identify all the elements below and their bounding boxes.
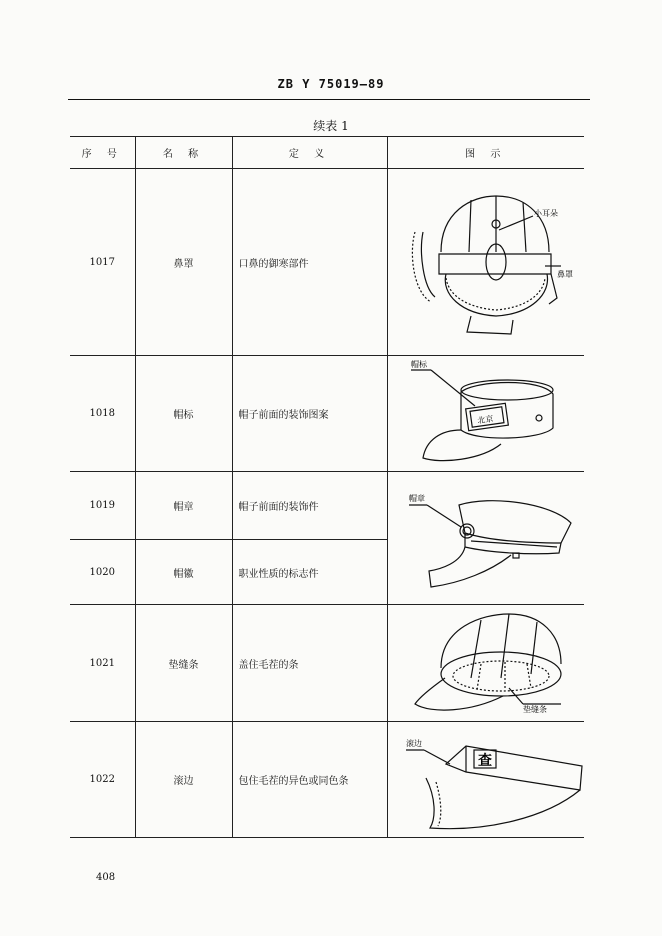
row-number: 1022 [70, 722, 135, 838]
table-row [70, 722, 584, 838]
row-name: 帽徽 [135, 540, 232, 605]
visor-binding-illustration [396, 728, 576, 832]
table-header-row [70, 137, 584, 169]
header-name: 名 称 [135, 137, 232, 169]
table-caption: 续表 1 [313, 119, 349, 133]
figure-label: 垫缝条 [522, 705, 547, 714]
table-row [70, 356, 584, 472]
figure-label: 帽章 [408, 494, 425, 503]
row-number: 1020 [70, 540, 135, 605]
table-row [70, 472, 584, 540]
row-name: 滚边 [135, 722, 232, 838]
visor-emblem-text: 查 [477, 752, 492, 769]
figure-label: 小耳朵 [533, 209, 558, 218]
row-figure [387, 605, 584, 722]
row-name: 鼻罩 [135, 169, 232, 356]
badge-text: 北京 [476, 413, 494, 425]
table-row [70, 169, 584, 356]
row-definition: 包住毛茬的异色或同色条 [232, 722, 387, 838]
row-figure [387, 356, 584, 472]
header-definition: 定 义 [232, 137, 387, 169]
header-rule [68, 99, 590, 100]
standard-code: ZB Y 75019—89 [277, 77, 385, 91]
row-number: 1017 [70, 169, 135, 356]
row-number: 1019 [70, 472, 135, 540]
header-figure: 图 示 [387, 137, 584, 169]
cap-lining-strip-illustration [401, 608, 571, 718]
definition-table [70, 136, 584, 838]
cap-badge-illustration [401, 360, 571, 468]
row-definition: 盖住毛茬的条 [232, 605, 387, 722]
cap-with-nose-mask-illustration [401, 182, 571, 342]
table-row [70, 605, 584, 722]
row-name: 帽章 [135, 472, 232, 540]
row-name: 帽标 [135, 356, 232, 472]
figure-label: 鼻罩 [556, 270, 573, 279]
row-name: 垫缝条 [135, 605, 232, 722]
row-number: 1018 [70, 356, 135, 472]
row-number: 1021 [70, 605, 135, 722]
figure-label: 滚边 [405, 738, 422, 748]
peaked-cap-emblem-illustration [401, 483, 571, 593]
row-definition: 帽子前面的装饰件 [232, 472, 387, 540]
row-figure [387, 472, 584, 605]
row-definition: 口鼻的御寒部件 [232, 169, 387, 356]
row-figure [387, 722, 584, 838]
row-definition: 帽子前面的装饰图案 [232, 356, 387, 472]
page-number: 408 [96, 872, 116, 883]
figure-label: 帽标 [410, 359, 427, 369]
header-number: 序 号 [70, 137, 135, 169]
row-definition: 职业性质的标志件 [232, 540, 387, 605]
row-figure [387, 169, 584, 356]
